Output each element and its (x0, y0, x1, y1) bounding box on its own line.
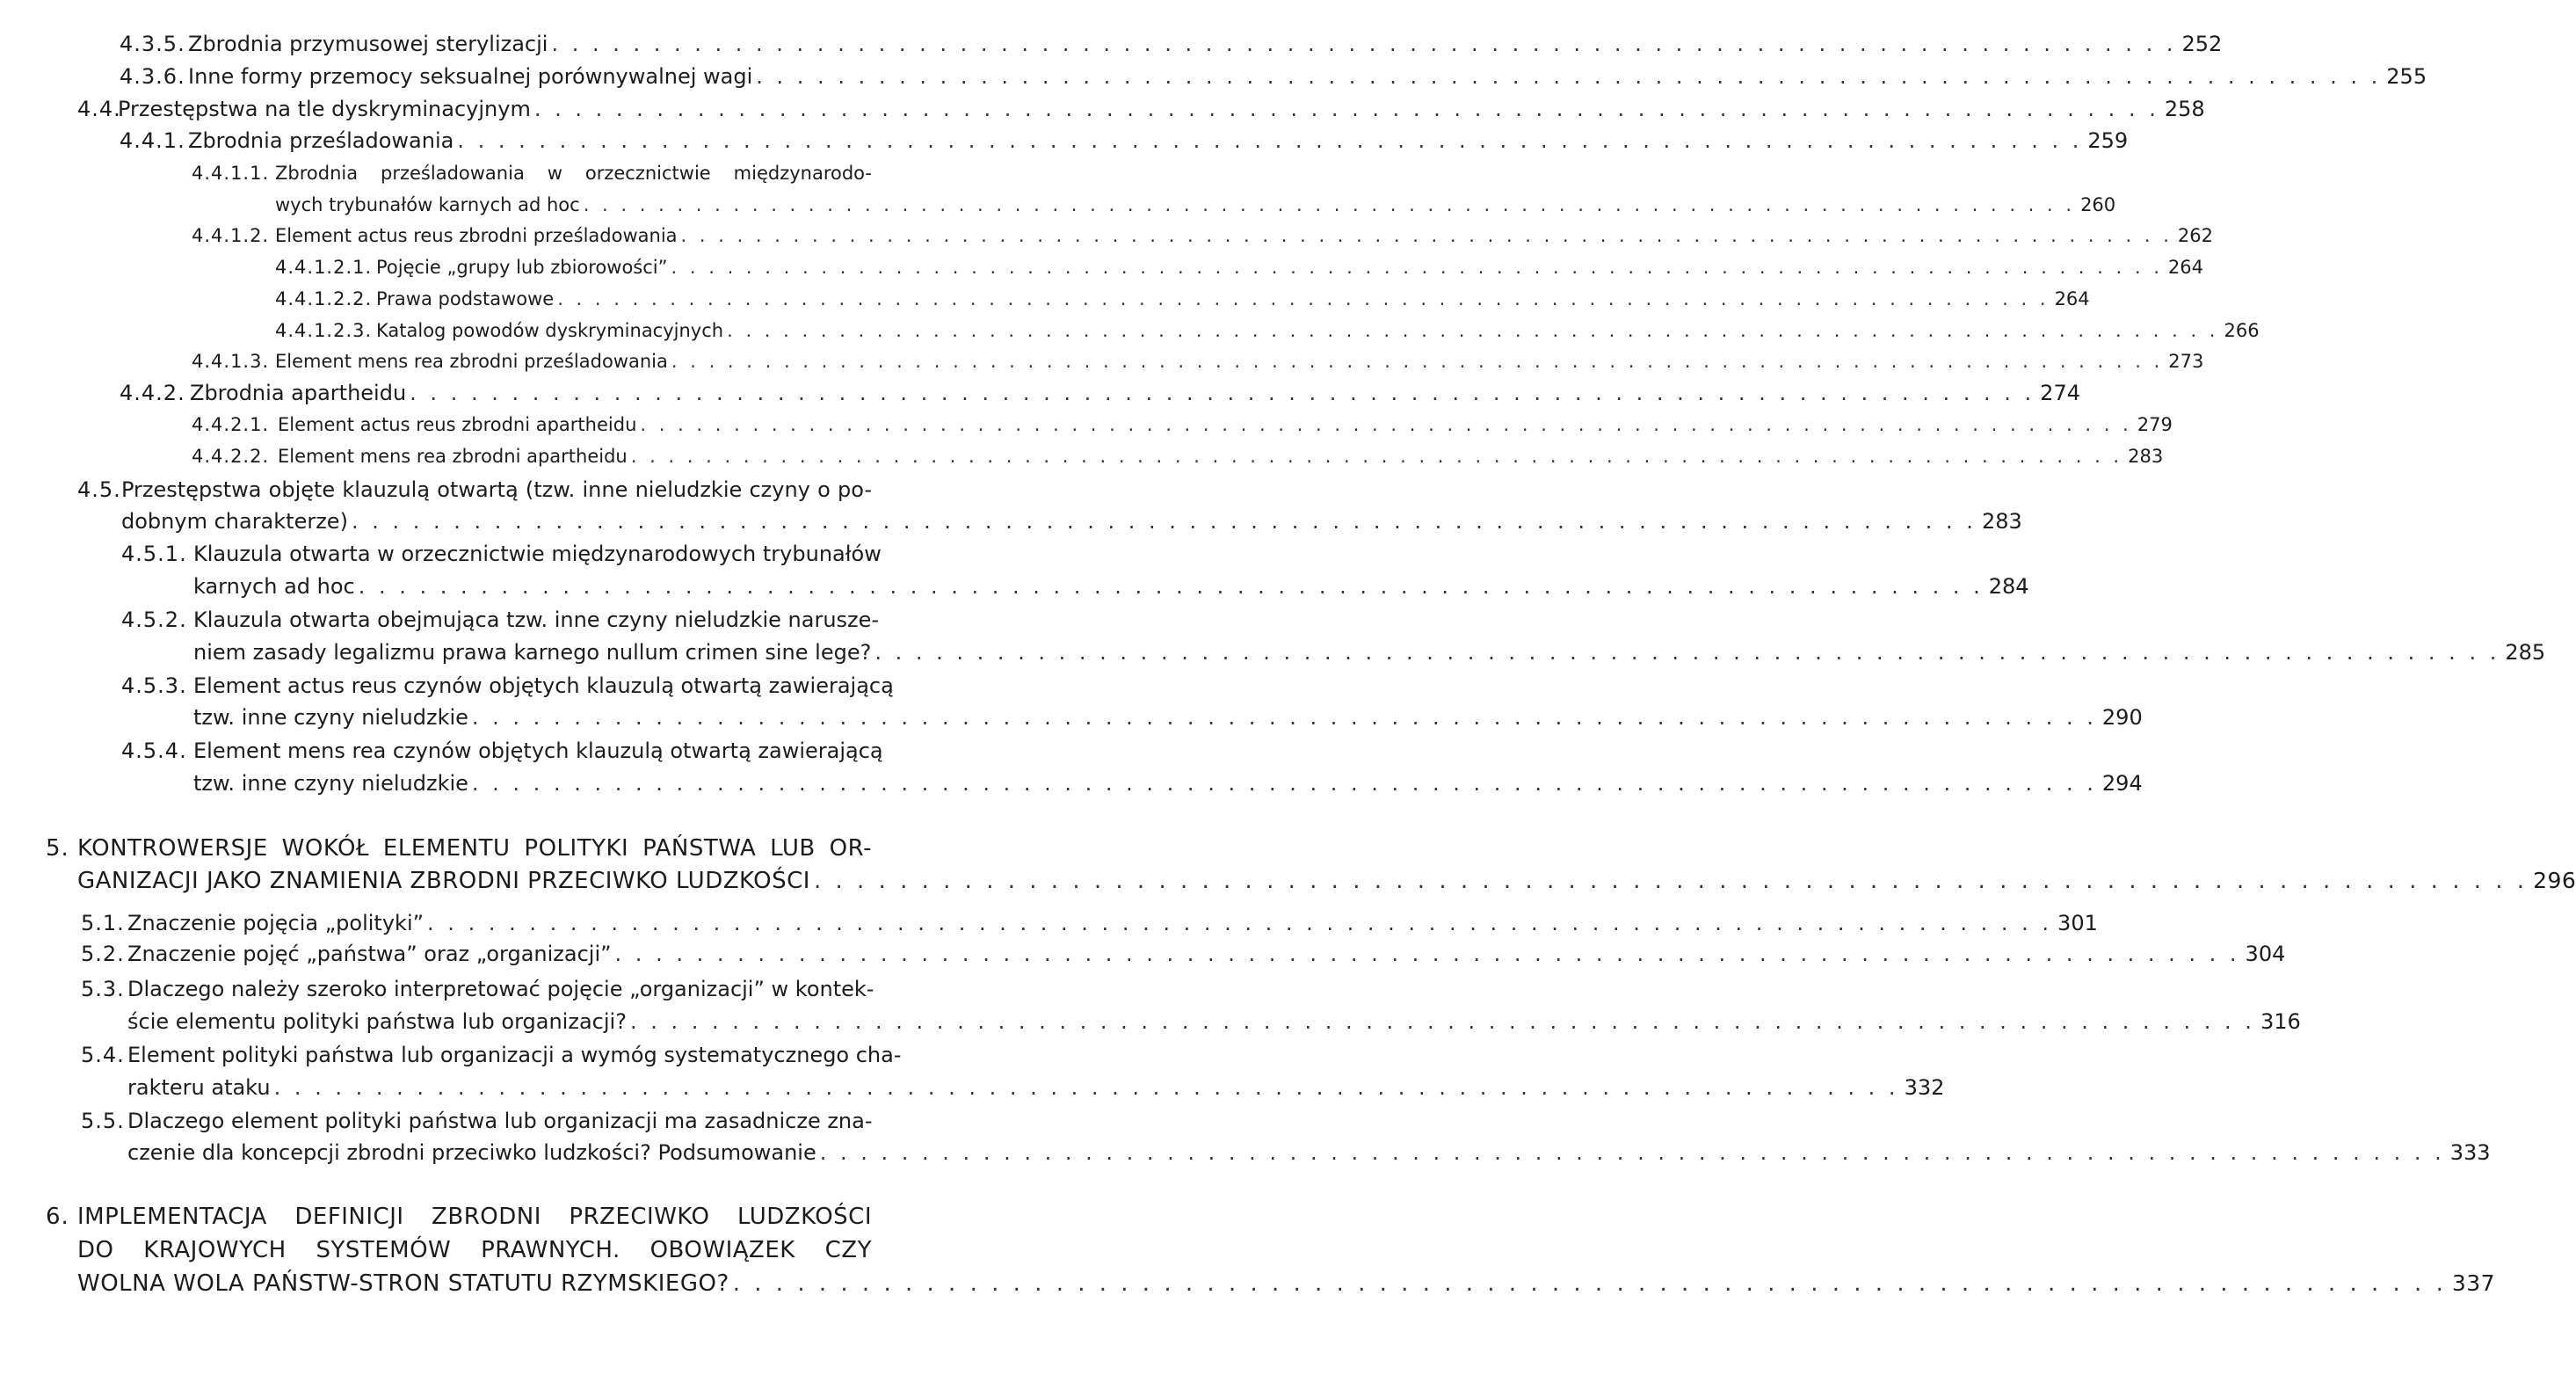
toc-page-number: 273 (2168, 351, 2204, 372)
toc-page-number: 337 (2451, 1270, 2496, 1296)
dot-leader: . . . . . . . . . . . . . . . . . . . . . . . . . . . . . . . . . . . . . . . . . . . . . . . . . . . . . . . . . . . . . . . . . . . . . . . . . . . . . . . . (630, 446, 2123, 467)
toc-line (192, 163, 872, 185)
dot-leader: . . . . . . . . . . . . . . . . . . . . . . . . . . . . . . . . . . . . . . . . . . . . . . . . . . . . . . . . . . . . . . . . . . . . . . . . . . . . . . . . (551, 32, 2177, 56)
dot-leader: . . . . . . . . . . . . . . . . . . . . . . . . . . . . . . . . . . . . . . . . . . . . . . . . . . . . . . . . . . . . . . . . . . . . . . . . . . . . . . . . (732, 1270, 2447, 1297)
dot-leader: . . . . . . . . . . . . . . . . . . . . . . . . . . . . . . . . . . . . . . . . . . . . . . . . . . . . . . . . . . . . . . . . . . . . . . . . . . . . . . . . (813, 868, 2529, 894)
dot-leader: . . . . . . . . . . . . . . . . . . . . . . . . . . . . . . . . . . . . . . . . . . . . . . . . . . . . . . . . . . . . . . . . . . . . . . . . . . . . . . . . (671, 257, 2163, 278)
toc-title: Klauzula otwarta w orzecznictwie międzynarodowych trybunałów (193, 542, 882, 566)
toc-line (120, 32, 2223, 57)
toc-line (127, 1075, 1945, 1101)
toc-page-number: 252 (2181, 32, 2223, 56)
toc-line (81, 911, 2098, 936)
toc-page-number: 266 (2224, 320, 2260, 341)
toc-line (46, 1204, 872, 1231)
toc-number: 4.5.3. (121, 673, 187, 698)
toc-number: 4.5.1. (121, 542, 187, 566)
toc-number: 4.5.4. (121, 739, 187, 763)
toc-page-number: 259 (2087, 128, 2129, 153)
toc-line (121, 509, 2022, 535)
toc-title: karnych ad hoc (193, 574, 355, 599)
toc-title: Element actus reus zbrodni prześladowania (275, 225, 678, 246)
toc-page-number: 260 (2080, 194, 2116, 215)
dot-leader: . . . . . . . . . . . . . . . . . . . . . . . . . . . . . . . . . . . . . . . . . . . . . . . . . . . . . . . . . . . . . . . . . . . . . . . . . . . . . . . . (583, 194, 2076, 215)
toc-line (192, 351, 2204, 373)
dot-leader: . . . . . . . . . . . . . . . . . . . . . . . . . . . . . . . . . . . . . . . . . . . . . . . . . . . . . . . . . . . . . . . . . . . . . . . . . . . . . . . . (457, 128, 2083, 153)
toc-number: 4.4.1.2.3. (275, 320, 373, 341)
toc-title: Przestępstwa objęte klauzulą otwartą (tzw. inne nieludzkie czyny o po- (121, 477, 872, 502)
toc-title: Zbrodnia przymusowej sterylizacji (188, 32, 548, 56)
toc-number: 5.2. (81, 942, 125, 966)
toc-title: GANIZACJI JAKO ZNAMIENIA ZBRODNI PRZECIWKO LUDZKOŚCI (77, 868, 810, 894)
dot-leader: . . . . . . . . . . . . . . . . . . . . . . . . . . . . . . . . . . . . . . . . . . . . . . . . . . . . . . . . . . . . . . . . . . . . . . . . . . . . . . . . (427, 911, 2053, 935)
toc-line (192, 225, 2213, 247)
toc-title: tzw. inne czyny nieludzkie (193, 705, 468, 730)
toc-number: 5. (46, 835, 69, 862)
toc-line (77, 1270, 2496, 1298)
toc-page-number: 316 (2260, 1009, 2301, 1034)
toc-page-number: 264 (2167, 257, 2203, 278)
dot-leader: . . . . . . . . . . . . . . . . . . . . . . . . . . . . . . . . . . . . . . . . . . . . . . . . . . . . . . . . . . . . . . . . . . . . . . . . . . . . . . . . (557, 288, 2050, 309)
toc-page-number: 258 (2164, 97, 2205, 121)
toc-line (275, 194, 2116, 216)
toc-page-number: 264 (2054, 288, 2090, 309)
toc-title: Element polityki państwa lub organizacji a wymóg systematycznego cha- (127, 1043, 902, 1067)
toc-title: wych trybunałów karnych ad hoc (275, 194, 580, 215)
toc-title: Dlaczego element polityki państwa lub organizacji ma zasadnicze zna- (127, 1109, 873, 1133)
dot-leader: . . . . . . . . . . . . . . . . . . . . . . . . . . . . . . . . . . . . . . . . . . . . . . . . . . . . . . . . . . . . . . . . . . . . . . . . . . . . . . . . (671, 351, 2164, 372)
toc-number: 5.1. (81, 911, 125, 935)
toc-line (192, 446, 2164, 468)
toc-number: 4.4.1.2.2. (275, 288, 373, 309)
dot-leader: . . . . . . . . . . . . . . . . . . . . . . . . . . . . . . . . . . . . . . . . . . . . . . . . . . . . . . . . . . . . . . . . . . . . . . . . . . . . . . . . (351, 509, 1977, 534)
toc-line (127, 1009, 2301, 1035)
toc-line (120, 381, 2080, 406)
toc-title: Znaczenie pojęć „państwa” oraz „organizacji” (127, 942, 612, 966)
toc-number: 5.4. (81, 1043, 125, 1067)
toc-title: Dlaczego należy szeroko interpretować pojęcie „organizacji” w kontek- (127, 977, 874, 1001)
toc-number: 4.4.1.2.1. (275, 257, 373, 278)
toc-line (192, 414, 2173, 436)
toc-title: Katalog powodów dyskryminacyjnych (376, 320, 724, 341)
toc-line (77, 1237, 872, 1264)
toc-title: DO KRAJOWYCH SYSTEMÓW PRAWNYCH. OBOWIĄZEK CZY (77, 1237, 872, 1263)
toc-page-number: 296 (2533, 868, 2576, 893)
toc-title: Element mens rea zbrodni apartheidu (278, 446, 628, 467)
toc-title: Element mens rea zbrodni prześladowania (275, 351, 668, 372)
toc-line (81, 1109, 872, 1134)
toc-number: 4.4.2. (120, 381, 185, 405)
toc-title: Znaczenie pojęcia „polityki” (127, 911, 424, 935)
toc-line (121, 739, 883, 764)
dot-leader: . . . . . . . . . . . . . . . . . . . . . . . . . . . . . . . . . . . . . . . . . . . . . . . . . . . . . . . . . . . . . . . . . . . . . . . . . . . . . . . . (629, 1009, 2255, 1034)
toc-line (275, 320, 2260, 342)
toc-title: Inne formy przemocy seksualnej porównywalnej wagi (188, 64, 753, 89)
toc-number: 6. (46, 1204, 69, 1230)
toc-page-number: 333 (2449, 1140, 2491, 1165)
toc-title: tzw. inne czyny nieludzkie (193, 771, 468, 796)
toc-line (193, 574, 2029, 600)
toc-page-number: 262 (2177, 225, 2213, 246)
toc-number: 4.4.1.2. (192, 225, 270, 246)
toc-number: 4.4. (77, 97, 121, 121)
dot-leader: . . . . . . . . . . . . . . . . . . . . . . . . . . . . . . . . . . . . . . . . . . . . . . . . . . . . . . . . . . . . . . . . . . . . . . . . . . . . . . . . (533, 97, 2159, 121)
toc-line (81, 942, 2286, 967)
toc-line (275, 288, 2090, 310)
toc-line (121, 673, 894, 699)
toc-number: 5.3. (81, 977, 125, 1001)
toc-line (77, 97, 2205, 122)
toc-page-number: 304 (2245, 942, 2286, 966)
toc-line (81, 1043, 902, 1068)
toc-number: 4.4.2.2. (192, 446, 270, 467)
dot-leader: . . . . . . . . . . . . . . . . . . . . . . . . . . . . . . . . . . . . . . . . . . . . . . . . . . . . . . . . . . . . . . . . . . . . . . . . . . . . . . . . (680, 225, 2173, 246)
toc-line (46, 835, 872, 862)
toc-line (77, 867, 2576, 895)
toc-title: ście elementu polityki państwa lub organizacji? (127, 1009, 627, 1034)
dot-leader: . . . . . . . . . . . . . . . . . . . . . . . . . . . . . . . . . . . . . . . . . . . . . . . . . . . . . . . . . . . . . . . . . . . . . . . . . . . . . . . . (410, 381, 2035, 405)
toc-page-number: 301 (2057, 911, 2098, 935)
toc-title: IMPLEMENTACJA DEFINICJI ZBRODNI PRZECIWKO LUDZKOŚCI (77, 1204, 872, 1230)
toc-title: Element mens rea czynów objętych klauzulą otwartą zawierającą (193, 739, 883, 763)
toc-title: WOLNA WOLA PAŃSTW-STRON STATUTU RZYMSKIEGO? (77, 1270, 729, 1297)
toc-title: dobnym charakterze) (121, 509, 348, 534)
dot-leader: . . . . . . . . . . . . . . . . . . . . . . . . . . . . . . . . . . . . . . . . . . . . . . . . . . . . . . . . . . . . . . . . . . . . . . . . . . . . . . . . (358, 574, 1984, 599)
toc-page-number: 274 (2040, 381, 2080, 405)
toc-line (121, 608, 880, 633)
dot-leader: . . . . . . . . . . . . . . . . . . . . . . . . . . . . . . . . . . . . . . . . . . . . . . . . . . . . . . . . . . . . . . . . . . . . . . . . . . . . . . . . (727, 320, 2219, 341)
toc-number: 4.3.6. (120, 64, 185, 89)
toc-title: Zbrodnia prześladowania (188, 128, 454, 153)
toc-number: 4.5.2. (121, 608, 187, 632)
toc-page-number: 283 (1981, 509, 2022, 534)
toc-title: niem zasady legalizmu prawa karnego nullum crimen sine lege? (193, 640, 872, 665)
dot-leader: . . . . . . . . . . . . . . . . . . . . . . . . . . . . . . . . . . . . . . . . . . . . . . . . . . . . . . . . . . . . . . . . . . . . . . . . . . . . . . . . (471, 705, 2097, 730)
toc-number: 4.4.2.1. (192, 414, 270, 435)
dot-leader: . . . . . . . . . . . . . . . . . . . . . . . . . . . . . . . . . . . . . . . . . . . . . . . . . . . . . . . . . . . . . . . . . . . . . . . . . . . . . . . . (819, 1140, 2445, 1165)
dot-leader: . . . . . . . . . . . . . . . . . . . . . . . . . . . . . . . . . . . . . . . . . . . . . . . . . . . . . . . . . . . . . . . . . . . . . . . . . . . . . . . . (273, 1075, 1899, 1100)
toc-line (127, 1140, 2491, 1166)
toc-line (77, 477, 872, 503)
toc-number: 5.5. (81, 1109, 125, 1133)
toc-title: Element actus reus czynów objętych klauzulą otwartą zawierającą (193, 673, 894, 698)
dot-leader: . . . . . . . . . . . . . . . . . . . . . . . . . . . . . . . . . . . . . . . . . . . . . . . . . . . . . . . . . . . . . . . . . . . . . . . . . . . . . . . . (874, 640, 2500, 665)
toc-number: 4.4.1. (120, 128, 185, 153)
toc-title: Pojęcie „grupy lub zbiorowości” (376, 257, 668, 278)
toc-title: Zbrodnia prześladowania w orzecznictwie międzynarodo- (275, 163, 872, 184)
toc-title: czenie dla koncepcji zbrodni przeciwko ludzkości? Podsumowanie (127, 1140, 816, 1165)
toc-page-number: 279 (2137, 414, 2173, 435)
toc-line (81, 977, 872, 1002)
toc-title: Prawa podstawowe (376, 288, 555, 309)
toc-title: KONTROWERSJE WOKÓŁ ELEMENTU POLITYKI PAŃSTWA LUB OR- (77, 835, 872, 862)
toc-page-number: 294 (2101, 771, 2143, 796)
toc-title: Element actus reus zbrodni apartheidu (278, 414, 637, 435)
toc-line (120, 64, 2427, 90)
dot-leader: . . . . . . . . . . . . . . . . . . . . . . . . . . . . . . . . . . . . . . . . . . . . . . . . . . . . . . . . . . . . . . . . . . . . . . . . . . . . . . . . (471, 771, 2097, 796)
toc-number: 4.3.5. (120, 32, 185, 56)
toc-line (193, 771, 2143, 797)
toc-number: 4.4.1.1. (192, 163, 270, 184)
dot-leader: . . . . . . . . . . . . . . . . . . . . . . . . . . . . . . . . . . . . . . . . . . . . . . . . . . . . . . . . . . . . . . . . . . . . . . . . . . . . . . . . (614, 942, 2240, 966)
toc-page-number: 290 (2101, 705, 2143, 730)
toc-line (275, 257, 2203, 279)
toc-title: Klauzula otwarta obejmująca tzw. inne czyny nieludzkie narusze- (193, 608, 880, 632)
toc-line (120, 128, 2129, 154)
toc-page-number: 284 (1988, 574, 2029, 599)
toc-page-number: 283 (2128, 446, 2164, 467)
toc-number: 4.5. (77, 477, 121, 502)
toc-page-number: 255 (2386, 64, 2427, 89)
toc-title: Przestępstwa na tle dyskryminacyjnym (118, 97, 531, 121)
toc-number: 4.4.1.3. (192, 351, 270, 372)
dot-leader: . . . . . . . . . . . . . . . . . . . . . . . . . . . . . . . . . . . . . . . . . . . . . . . . . . . . . . . . . . . . . . . . . . . . . . . . . . . . . . . . (756, 64, 2382, 89)
toc-line (193, 640, 2546, 666)
toc-line (193, 705, 2143, 731)
toc-title: rakteru ataku (127, 1075, 271, 1100)
toc-page-number: 332 (1904, 1075, 1945, 1100)
toc-page-number: 285 (2505, 640, 2546, 665)
toc-title: Zbrodnia apartheidu (190, 381, 407, 405)
toc-line (121, 542, 882, 567)
dot-leader: . . . . . . . . . . . . . . . . . . . . . . . . . . . . . . . . . . . . . . . . . . . . . . . . . . . . . . . . . . . . . . . . . . . . . . . . . . . . . . . . (640, 414, 2132, 435)
